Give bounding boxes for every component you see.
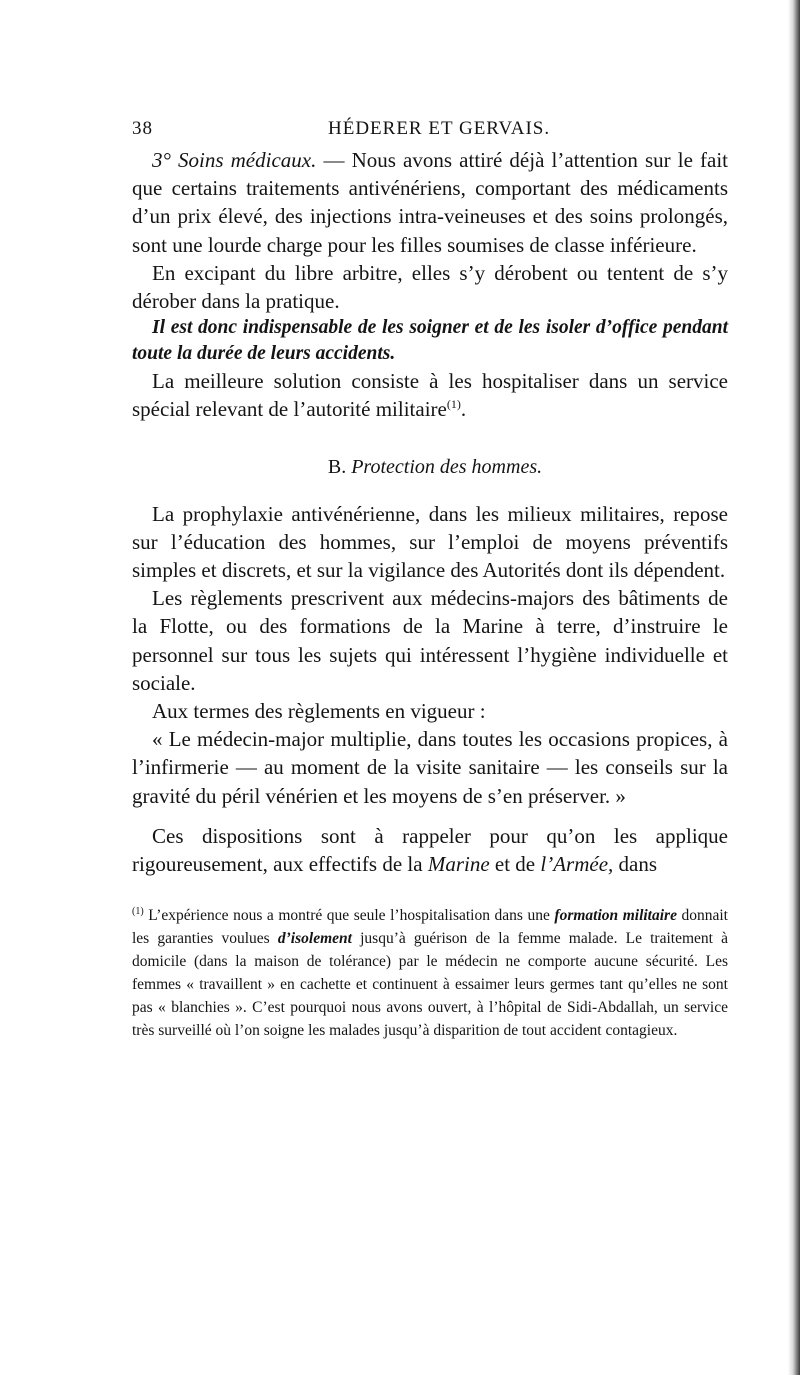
subsection-title: Protection des hommes.	[351, 455, 543, 478]
italic-marine: Marine	[427, 852, 490, 877]
paragraph-italic-conclusion: Il est donc indispensable de les soigner et de les isoler d’office pendant toute la durée de leurs accidents.	[132, 317, 728, 365]
paragraph-reglements: Les règlements prescrivent aux médecins-majors des bâtiments de la Flotte, ou des formations de la Marine à terre, d’instruire le personnel sur tous les sujets qui intéressent l’hygiène individuelle et sociale.	[132, 586, 728, 695]
page-number: 38	[132, 118, 153, 139]
paragraph-text: La meilleure solution consiste à les hospitaliser dans un service spécial relevant de l’autorité militaire	[132, 369, 728, 422]
paragraph-text: Ces dispositions sont à rappeler pour qu’on les applique rigoureusement, aux effectifs de la	[132, 823, 728, 877]
paragraph-prophylaxie: La prophylaxie antivénérienne, dans les milieux militaires, repose sur l’éducation des hommes, sur l’emploi de moyens préventifs simples et discrets, et sur la vigilance des Autorités dont ils dépendent.	[132, 501, 728, 583]
footnote-reference: (1)	[446, 397, 461, 412]
footnote-text: jusqu’à guérison de la femme malade. Le traitement à domicile (dans la maison de tolérance) par le médecin ne comporte aucune sécurité. Les femmes « travaillent » en cachette et continuent à essaimer leurs germes tant qu’elles ne sont pas « blanchies ». C’est pourquoi nous avons ouvert, à l’hôpital de Sidi-Abdallah, un service très surveillé où l’on soigne les malades jusqu’à disparition de tout accident contagieux.	[132, 930, 728, 1040]
subsection-letter: B.	[327, 455, 347, 478]
footnote	[132, 904, 728, 1042]
footnote-mark: (1)	[132, 906, 144, 918]
paragraph-dispositions	[132, 822, 728, 878]
footnote-italic: d’isolement	[277, 930, 352, 948]
page-edge-shadow	[788, 0, 800, 1375]
paragraph-hospitalisation	[132, 367, 728, 423]
paragraph-text: .	[460, 397, 467, 422]
paragraph-quotation: « Le médecin-major multiplie, dans toutes les occasions propices, à l’infirmerie — au moment de la visite sanitaire — les conseils sur la gravité du péril vénérien et les moyens de s’en préserver. »	[132, 727, 728, 808]
section-heading-soins: 3° Soins médicaux.	[152, 148, 317, 172]
paragraph-text: dans	[613, 852, 658, 877]
footnote-text: L’expérience nous a montré que seule l’hospitalisation dans une	[143, 907, 555, 925]
paragraph-aux-termes: Aux termes des règlements en vigueur :	[152, 699, 486, 724]
paragraph-libre-arbitre: En excipant du libre arbitre, elles s’y dérobent ou tentent de s’y dérober dans la pratique.	[132, 260, 728, 314]
paragraph-text: — Nous avons attiré déjà l’attention sur le fait que certains traitements antivénériens, comportant des médicaments d’un prix élevé, des injections intra-veineuses et des soins prolongés, sont une lourde charge pour les filles soumises de classe inférieure.	[132, 148, 728, 257]
footnote-italic: formation militaire	[554, 907, 677, 925]
italic-armee: l’Armée,	[540, 852, 614, 877]
paragraph-text: et de	[489, 852, 541, 877]
footnote-text: donnait les garanties voulues	[132, 907, 728, 948]
subsection-heading	[132, 454, 728, 480]
running-title: HÉDERER ET GERVAIS.	[328, 118, 551, 139]
book-page	[132, 112, 728, 1042]
running-header	[132, 112, 728, 146]
paragraph-soins-medicaux	[132, 146, 728, 259]
